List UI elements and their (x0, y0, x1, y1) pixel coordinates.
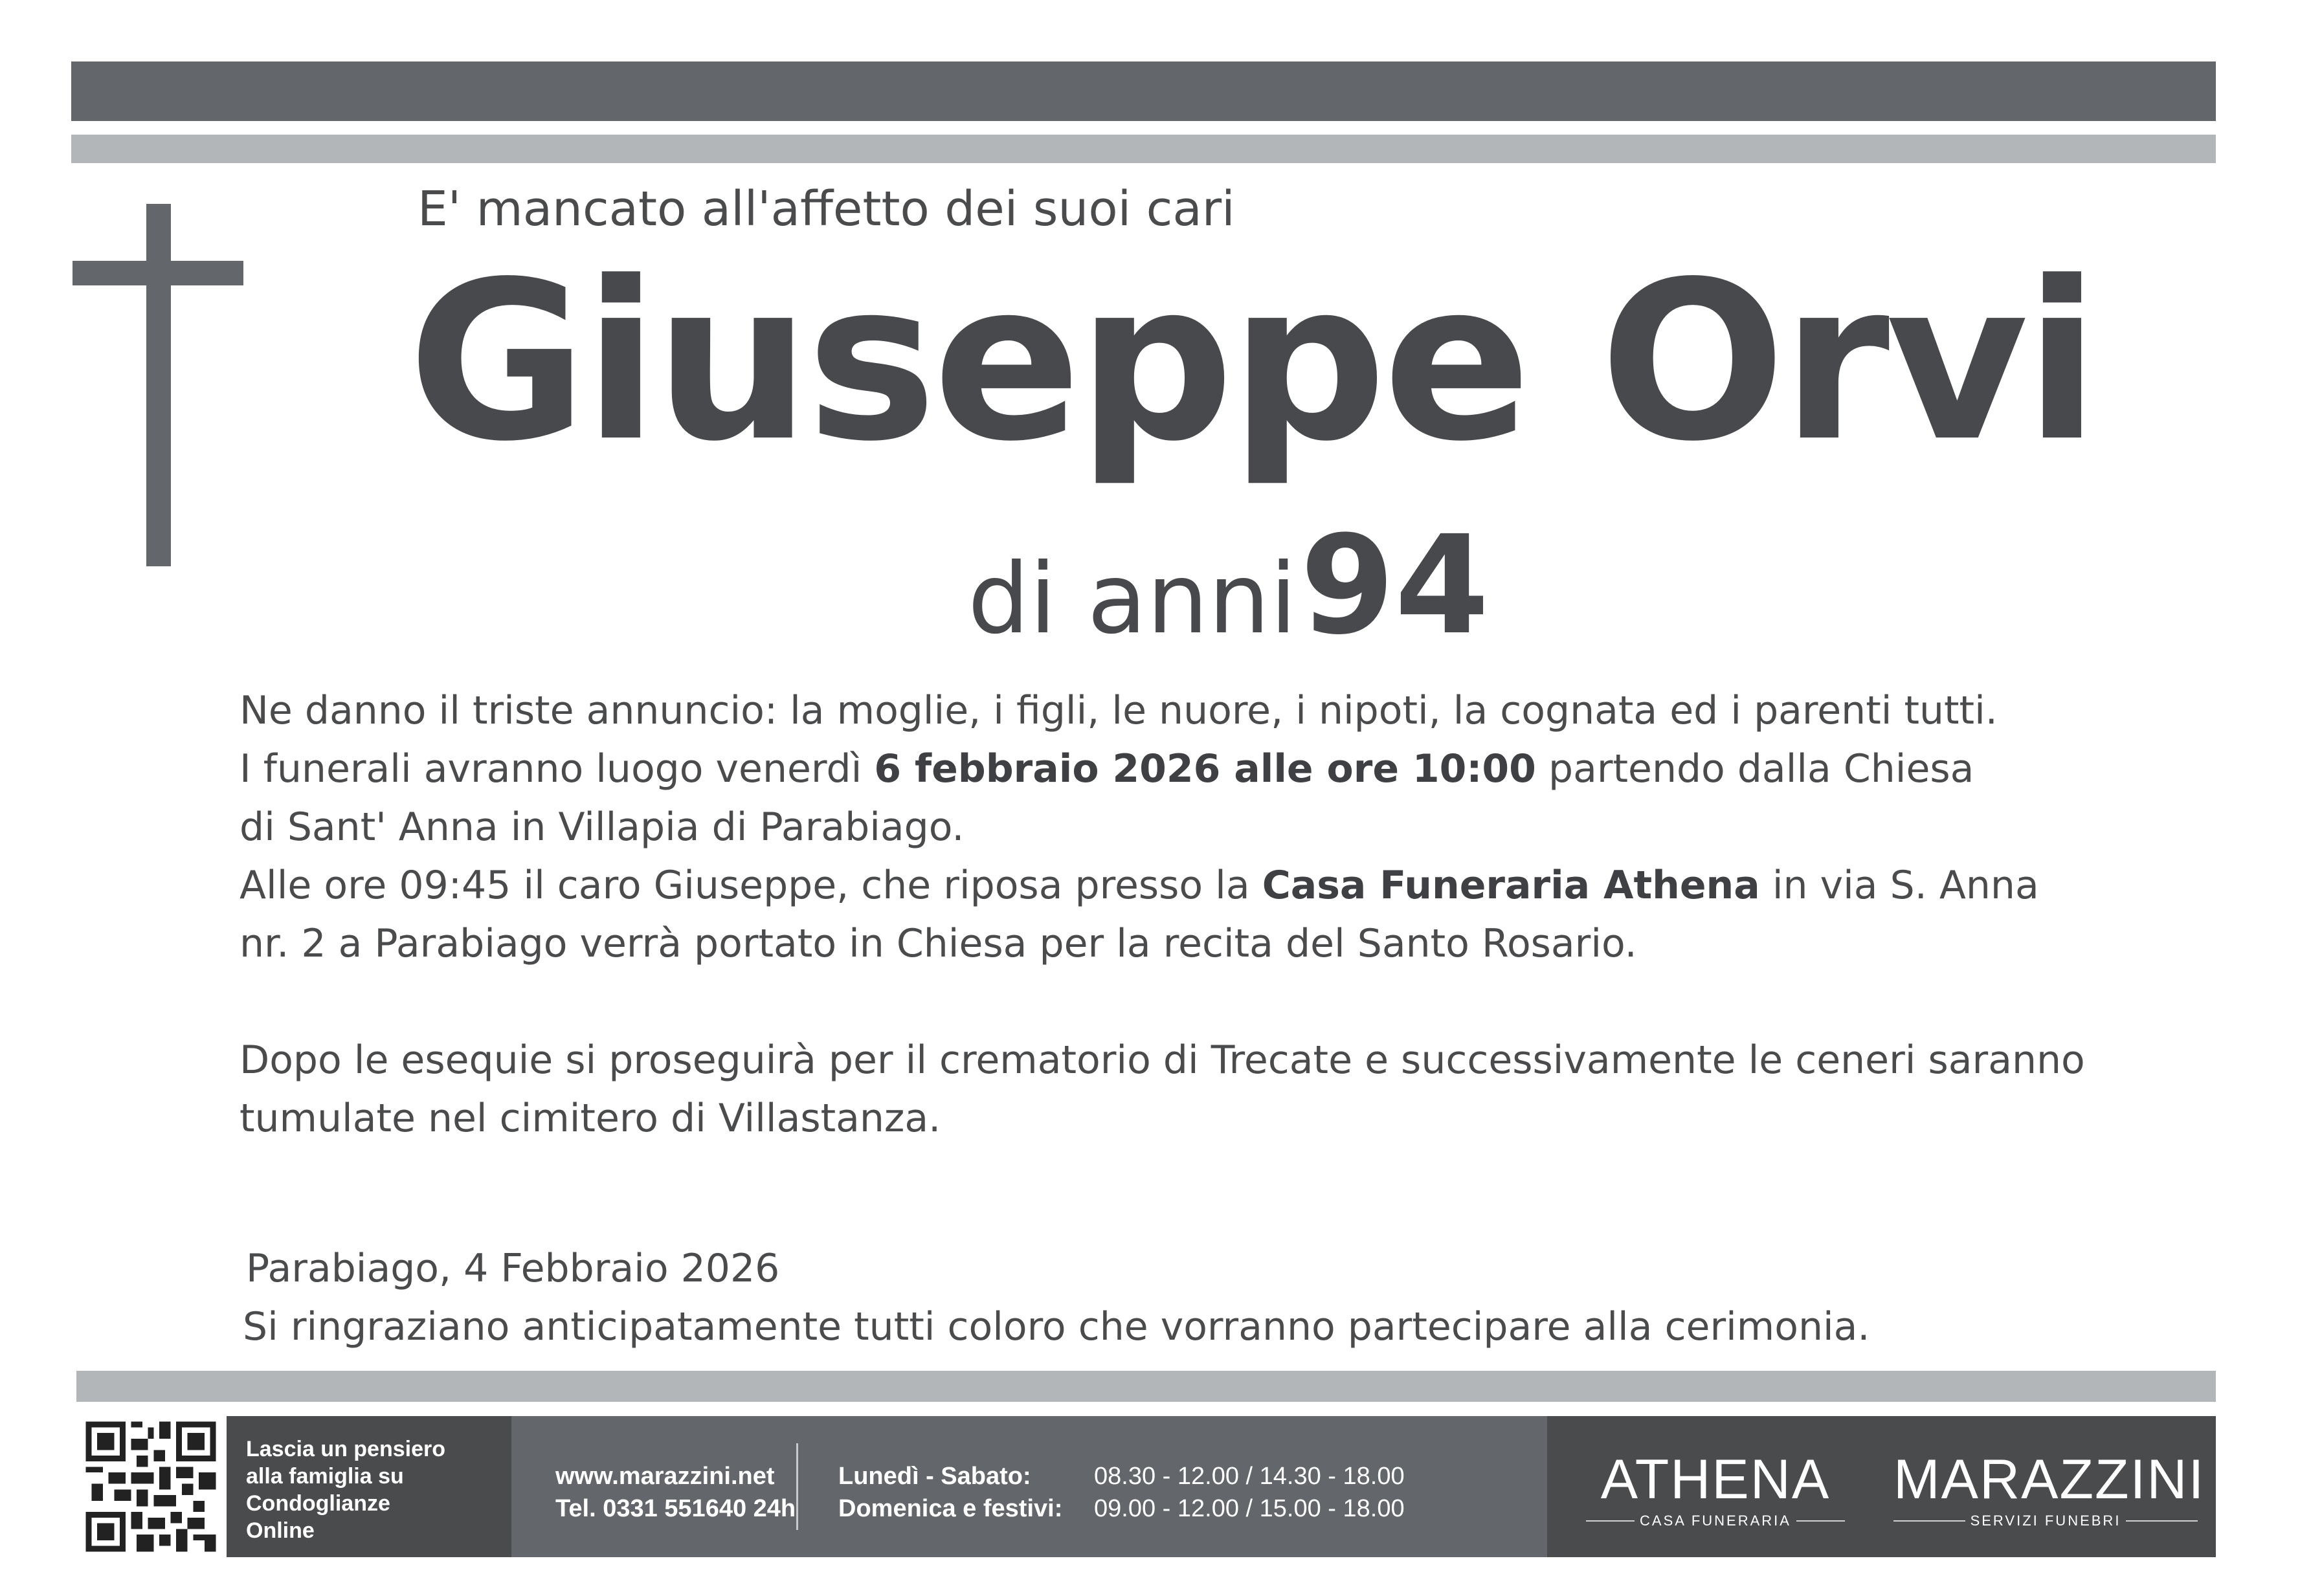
marazzini-logo: MARAZZINI SERVIZI FUNEBRI (1893, 1448, 2205, 1529)
intro-text: E' mancato all'affetto dei suoi cari (418, 181, 1235, 237)
opening-hours (838, 1460, 1405, 1525)
body-line-6: Dopo le esequie si proseguirà per il crematorio di Trecate e successivamente le ceneri saranno (240, 1037, 2085, 1083)
weekday-label: Lunedì - Sabato: (838, 1463, 1031, 1490)
qr-code-icon[interactable] (76, 1416, 225, 1557)
pensiero-line-1: Lascia un pensiero (246, 1437, 445, 1461)
pensiero-line-2: alla famiglia su (246, 1464, 404, 1489)
age-line (968, 506, 1490, 665)
holiday-hours: 09.00 - 12.00 / 15.00 - 18.00 (1094, 1495, 1405, 1522)
footer (76, 1416, 2216, 1557)
age-value: 94 (1300, 506, 1490, 665)
contact-box (511, 1416, 1547, 1557)
announcement-body (240, 682, 2182, 1147)
athena-logo: ATHENA CASA FUNERARIA (1586, 1452, 1845, 1529)
body-line-1: Ne danno il triste annuncio: la moglie, i figli, le nuore, i nipoti, la cognata ed i parenti tutti. (240, 688, 1998, 733)
pensiero-line-3: Condoglianze (246, 1491, 390, 1516)
body-line-2: I funerali avranno luogo venerdì 6 febbraio 2026 alle ore 10:00 partendo dalla Chiesa (240, 746, 1974, 792)
top-light-band (71, 135, 2216, 163)
funeral-date: 6 febbraio 2026 alle ore 10:00 (874, 746, 1536, 792)
deceased-name: Giuseppe Orvi (408, 234, 2096, 489)
body-line-5: nr. 2 a Parabiago verrà portato in Chiesa per la recita del Santo Rosario. (240, 921, 1637, 966)
top-dark-band (71, 61, 2216, 121)
thanks-text: Si ringraziano anticipatamente tutti coloro che vorranno partecipare alla cerimonia. (243, 1304, 1870, 1349)
bottom-light-band (76, 1371, 2216, 1402)
condolences-box[interactable] (227, 1416, 511, 1557)
website-link[interactable]: www.marazzini.net (555, 1463, 775, 1490)
brand-box (1547, 1416, 2216, 1557)
funeral-home-name: Casa Funeraria Athena (1262, 863, 1760, 908)
holiday-label: Domenica e festivi: (838, 1495, 1063, 1522)
age-prefix: di anni (968, 543, 1297, 656)
divider (796, 1443, 798, 1530)
weekday-hours: 08.30 - 12.00 / 14.30 - 18.00 (1094, 1463, 1405, 1490)
cross-icon (73, 204, 243, 566)
place-date: Parabiago, 4 Febbraio 2026 (246, 1246, 780, 1291)
body-line-4: Alle ore 09:45 il caro Giuseppe, che riposa presso la Casa Funeraria Athena in via S. Anna (240, 863, 2039, 908)
pensiero-line-4: Online (246, 1518, 315, 1543)
body-line-3: di Sant' Anna in Villapia di Parabiago. (240, 804, 965, 850)
phone-number[interactable]: Tel. 0331 551640 24h (555, 1495, 796, 1522)
body-line-7: tumulate nel cimitero di Villastanza. (240, 1096, 941, 1141)
